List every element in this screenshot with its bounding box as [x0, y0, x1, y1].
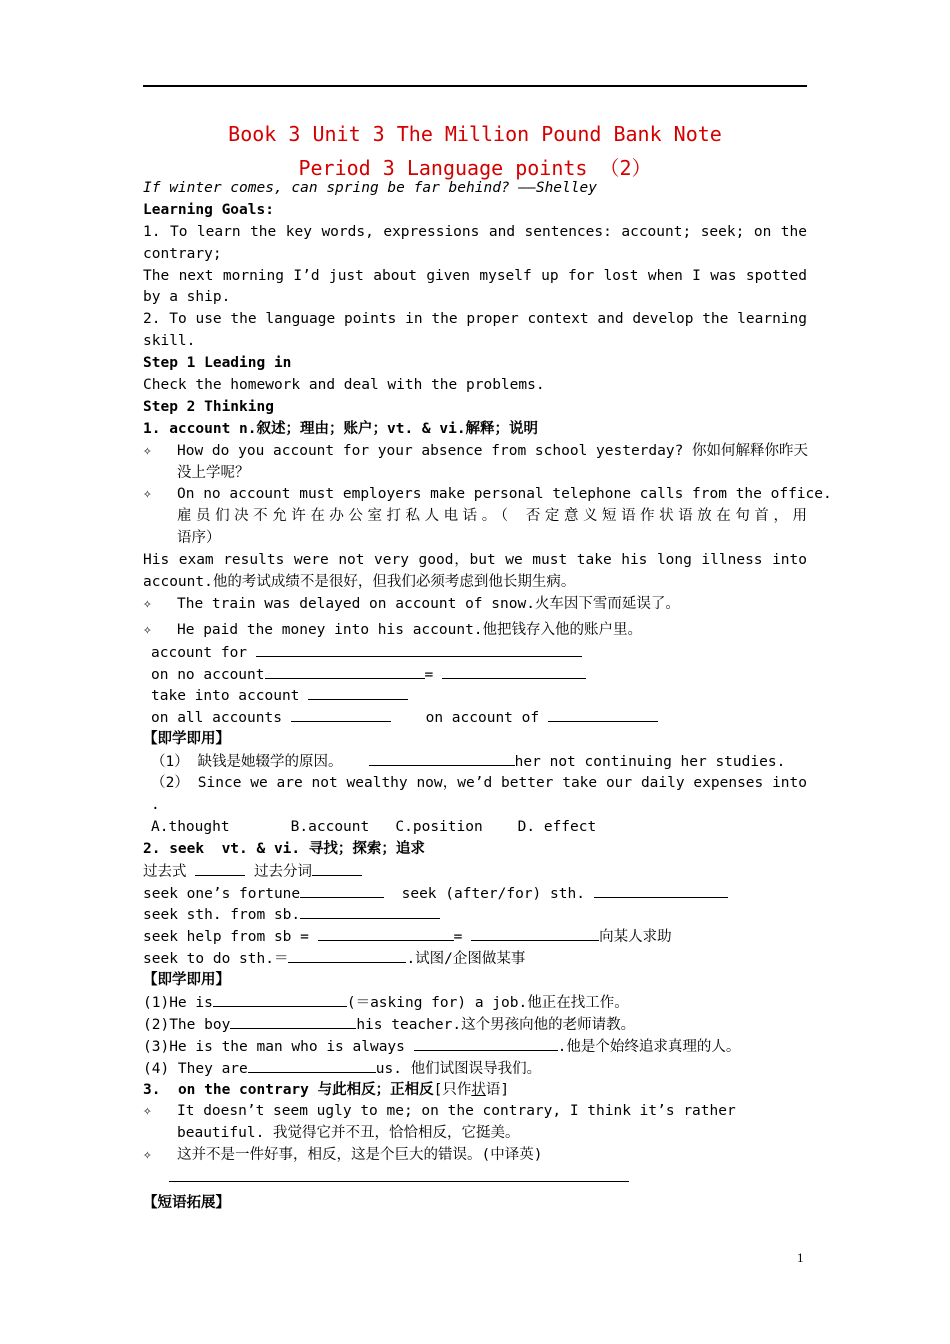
- account-example-2-cont2: 语序）: [177, 530, 221, 547]
- contrary-example-1-cont: beautiful. 我觉得它并不丑，恰恰相反，它挺美。: [177, 1125, 520, 1142]
- seek-fortune: seek one’s fortune seek (after/for) sth.: [143, 883, 807, 905]
- goal-1-line-b: contrary;: [143, 245, 222, 262]
- answer-blank[interactable]: [442, 664, 586, 679]
- answer-blank[interactable]: [288, 948, 406, 963]
- practice-label: 【即学即用】: [143, 731, 230, 748]
- seek-practice-2: (2)The boy his teacher.这个男孩向他的老师请教。: [143, 1014, 807, 1036]
- account-example-3-cont: account.他的考试成绩不是很好，但我们必须考虑到他长期生病。: [143, 574, 576, 591]
- answer-blank[interactable]: [256, 642, 582, 657]
- item-1-heading: 1. account n.叙述；理由；账户；vt. & vi.解释；说明: [143, 420, 539, 437]
- bullet-diamond-icon: ✧: [143, 442, 152, 459]
- account-example-2-cont: 雇员们决不允许在办公室打私人电话。（ 否定意义短语作状语放在句首，用: [177, 508, 807, 525]
- answer-blank[interactable]: [195, 861, 245, 876]
- answer-blank[interactable]: [291, 707, 391, 722]
- account-example-2: ✧ On no account must employers make personal telephone calls from the office.: [143, 484, 807, 506]
- goal-1-line-a: 1. To learn the key words, expressions and sentences: account; seek; on the: [143, 223, 807, 240]
- account-example-3: His exam results were not very good，but we must take his long illness into: [143, 552, 807, 569]
- phrase-on-no-account: on no account =: [143, 664, 807, 686]
- practice-1: （1） 缺钱是她辍学的原因。 her not continuing her studies.: [143, 751, 807, 773]
- item-2-heading: 2. seek vt. & vi. 寻找；探索；追求: [143, 840, 425, 857]
- seek-to-do: seek to do sth.＝ .试图/企图做某事: [143, 948, 807, 970]
- practice-2-options: A.thought B.account C.position D. effect: [151, 818, 597, 835]
- quote: If winter comes, can spring be far behind? ——Shelley: [143, 180, 597, 196]
- goal-2-line-b: skill.: [143, 333, 196, 350]
- page-number: 1: [797, 1250, 804, 1265]
- practice-2-cont: .: [151, 796, 160, 813]
- item-3-heading: 3. on the contrary 与此相反；正相反[只作状语]: [143, 1081, 510, 1098]
- bullet-diamond-icon: ✧: [143, 621, 152, 638]
- goal-1-line-d: by a ship.: [143, 289, 231, 306]
- practice-2-label: 【即学即用】: [143, 972, 230, 989]
- answer-blank[interactable]: [369, 751, 515, 766]
- answer-blank[interactable]: [265, 664, 425, 679]
- seek-practice-3: (3)He is the man who is always .他是个始终追求真理的人。: [143, 1036, 807, 1058]
- contrary-example-2: ✧ 这并不是一件好事，相反，这是个巨大的错误。(中译英): [143, 1145, 807, 1167]
- answer-blank[interactable]: [414, 1036, 558, 1051]
- practice-2: （2） Since we are not wealthy now，we’d better take our daily expenses into: [151, 775, 807, 792]
- document-subtitle: Period 3 Language points （2）: [298, 156, 652, 180]
- answer-blank[interactable]: [594, 883, 728, 898]
- answer-blank[interactable]: [471, 926, 599, 941]
- learning-goals-label: Learning Goals:: [143, 201, 274, 218]
- bullet-diamond-icon: ✧: [143, 1103, 152, 1120]
- answer-blank[interactable]: [169, 1167, 629, 1182]
- answer-blank[interactable]: [548, 707, 658, 722]
- seek-help: seek help from sb = = 向某人求助: [143, 926, 807, 948]
- seek-forms: 过去式 过去分词: [143, 861, 807, 883]
- document-body: [143, 178, 832, 1215]
- header-rule: [143, 85, 807, 87]
- contrary-example-1: ✧ It doesn’t seem ugly to me; on the contrary, I think it’s rather: [143, 1101, 807, 1123]
- account-example-5: ✧ He paid the money into his account.他把钱存入他的账户里。: [143, 620, 807, 642]
- account-example-4: ✧ The train was delayed on account of snow.火车因下雪而延误了。: [143, 594, 807, 616]
- phrase-take-into-account: take into account: [143, 685, 807, 707]
- phrase-on-all-accounts: on all accounts on account of: [143, 707, 807, 729]
- goal-1-line-c: The next morning I’d just about given myself up for lost when I was spotted: [143, 267, 807, 284]
- document-title: Book 3 Unit 3 The Million Pound Bank Note: [228, 122, 722, 146]
- answer-blank[interactable]: [318, 926, 454, 941]
- account-example-1-cont: 没上学呢？: [177, 464, 250, 481]
- seek-practice-4: (4) They are us. 他们试图误导我们。: [143, 1058, 807, 1080]
- bullet-diamond-icon: ✧: [143, 486, 152, 503]
- bullet-diamond-icon: ✧: [143, 595, 152, 612]
- seek-practice-1: (1)He is (＝asking for) a job.他正在找工作。: [143, 992, 807, 1014]
- answer-blank[interactable]: [300, 904, 440, 919]
- step-2-label: Step 2 Thinking: [143, 398, 274, 415]
- answer-blank[interactable]: [300, 883, 384, 898]
- step-1-label: Step 1 Leading in: [143, 355, 292, 372]
- answer-blank[interactable]: [312, 861, 362, 876]
- seek-from: seek sth. from sb.: [143, 904, 807, 926]
- translation-answer-line: [143, 1167, 807, 1189]
- answer-blank[interactable]: [230, 1014, 356, 1029]
- answer-blank[interactable]: [248, 1058, 376, 1073]
- answer-blank[interactable]: [308, 685, 408, 700]
- account-example-1: ✧ How do you account for your absence from school yesterday? 你如何解释你昨天: [143, 441, 807, 463]
- phrase-account-for: account for: [143, 642, 807, 664]
- step-1-text: Check the homework and deal with the problems.: [143, 377, 545, 394]
- goal-2-line-a: 2. To use the language points in the proper context and develop the learning: [143, 311, 807, 328]
- phrase-extension-label: 【短语拓展】: [143, 1194, 230, 1211]
- bullet-diamond-icon: ✧: [143, 1147, 152, 1164]
- answer-blank[interactable]: [213, 992, 347, 1007]
